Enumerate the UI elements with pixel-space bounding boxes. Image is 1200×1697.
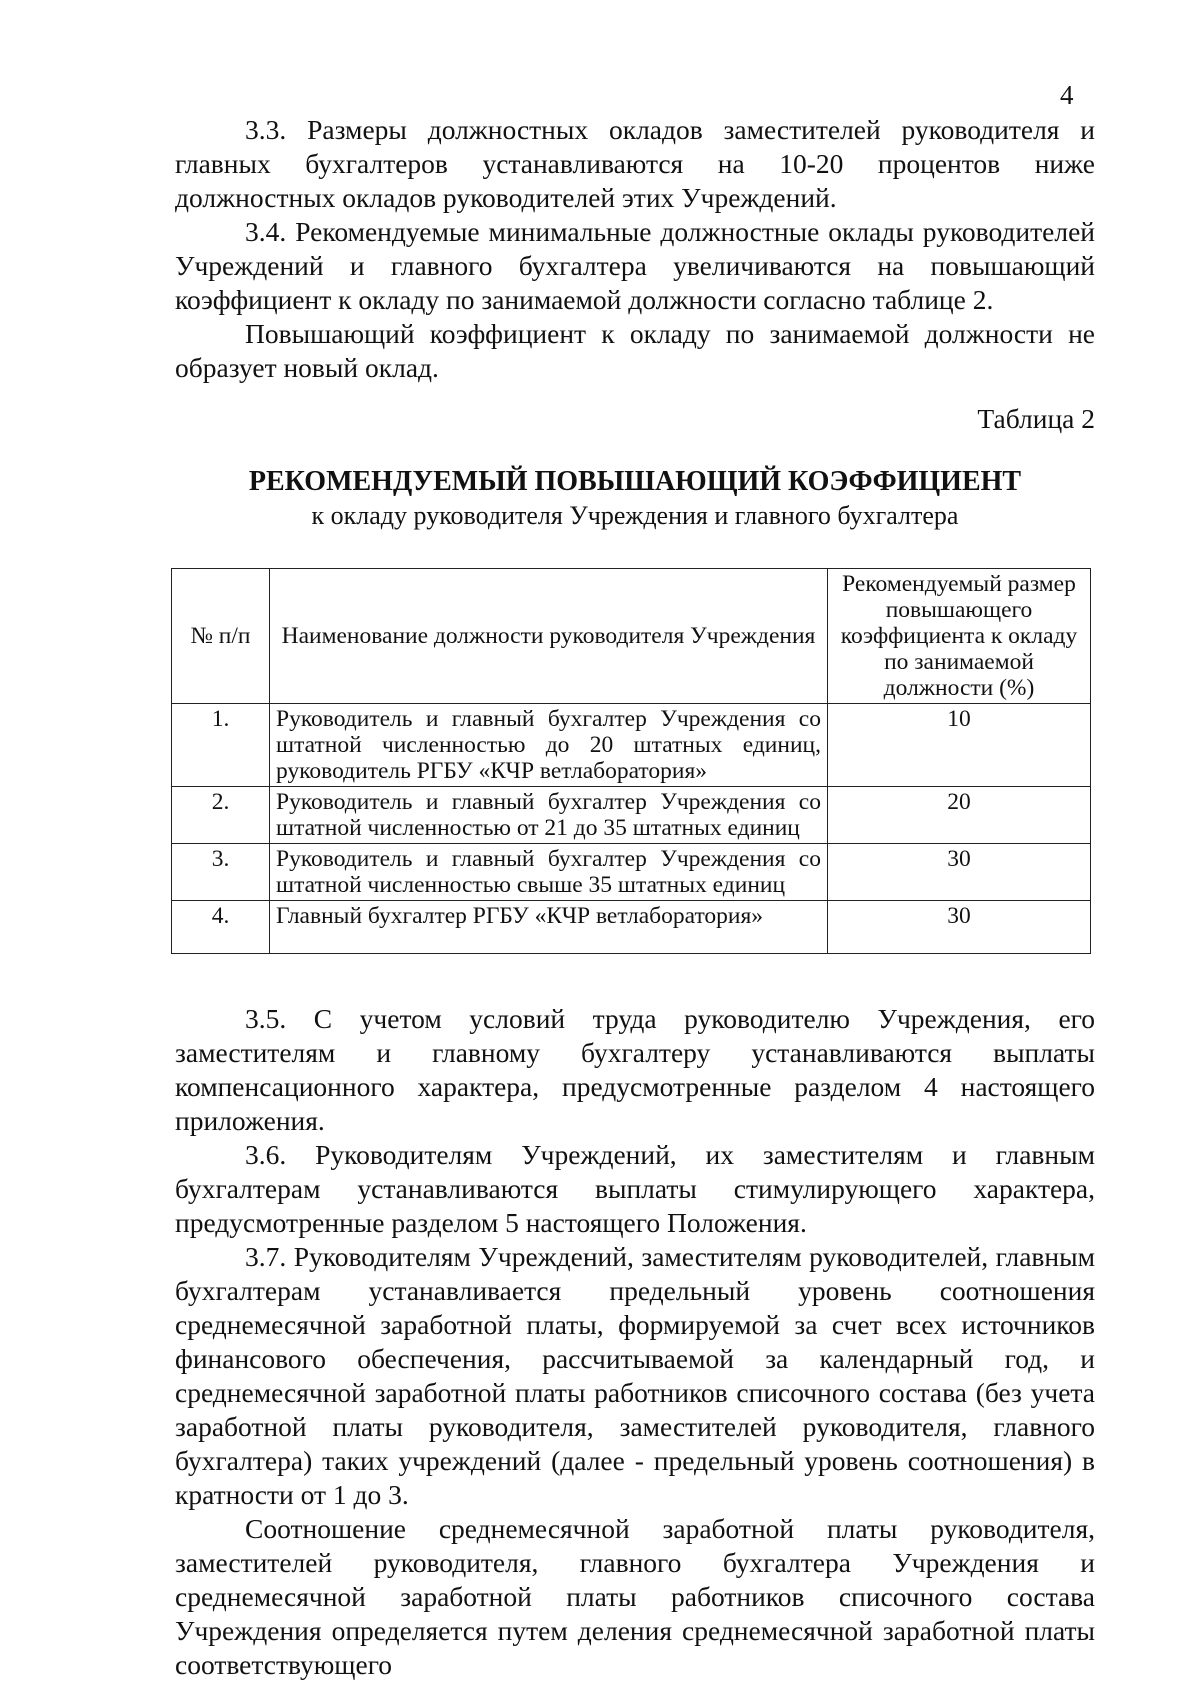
paragraph-3-4: 3.4. Рекомендуемые минимальные должностные оклады руководителей Учреждений и главного бухгалтера увеличиваются на повышающий коэффициент к окладу по занимаемой должности согласно таблице 2. bbox=[175, 216, 1095, 315]
closing-text bbox=[175, 1002, 1095, 1682]
row-coefficient: 20 bbox=[828, 787, 1091, 844]
row-num: 2. bbox=[172, 787, 270, 844]
paragraph-3-3: 3.3. Размеры должностных окладов заместителей руководителя и главных бухгалтеров устанавливаются на 10-20 процентов ниже должностных окладов руководителей этих Учреждений. bbox=[175, 114, 1095, 213]
header-coefficient: Рекомендуемый размер повышающего коэффициента к окладу по занимаемой должности (%) bbox=[828, 569, 1091, 704]
row-coefficient: 30 bbox=[828, 844, 1091, 901]
paragraph-coefficient-note: Повышающий коэффициент к окладу по занимаемой должности не образует новый оклад. bbox=[175, 318, 1095, 383]
row-coefficient: 30 bbox=[828, 901, 1091, 954]
row-position-name: Руководитель и главный бухгалтер Учреждения со штатной численностью свыше 35 штатных единиц bbox=[270, 844, 828, 901]
row-num: 1. bbox=[172, 704, 270, 787]
table-row bbox=[172, 704, 1091, 787]
row-position-name: Руководитель и главный бухгалтер Учреждения со штатной численностью от 21 до 35 штатных единиц bbox=[270, 787, 828, 844]
table-row bbox=[172, 787, 1091, 844]
header-position-name: Наименование должности руководителя Учреждения bbox=[270, 569, 828, 704]
paragraph-3-5: 3.5. С учетом условий труда руководителю Учреждения, его заместителям и главному бухгалтеру устанавливаются выплаты компенсационного характера, предусмотренные разделом 4 настоящего приложения. bbox=[175, 1003, 1095, 1136]
row-position-name: Главный бухгалтер РГБУ «КЧР ветлаборатория» bbox=[270, 901, 828, 954]
header-num: № п/п bbox=[172, 569, 270, 704]
intro-text bbox=[175, 113, 1095, 385]
row-num: 3. bbox=[172, 844, 270, 901]
table-title: РЕКОМЕНДУЕМЫЙ ПОВЫШАЮЩИЙ КОЭФФИЦИЕНТ bbox=[248, 466, 1022, 497]
table-subtitle: к окладу руководителя Учреждения и главного бухгалтера bbox=[311, 501, 959, 530]
row-num: 4. bbox=[172, 901, 270, 954]
paragraph-3-7: 3.7. Руководителям Учреждений, заместителям руководителей, главным бухгалтерам устанавливается предельный уровень соотношения среднемесячной заработной платы, формируемой за счет всех источников финансового обеспечения, рассчитываемой за календарный год, и среднемесячной заработной платы работников списочного состава (без учета заработной платы руководителя, заместителей руководителя, главного бухгалтера) таких учреждений (далее - предельный уровень соотношения) в кратности от 1 до 3. bbox=[175, 1241, 1095, 1510]
table-caption: Таблица 2 bbox=[977, 403, 1095, 434]
table-header-row bbox=[172, 569, 1091, 704]
row-position-name: Руководитель и главный бухгалтер Учреждения со штатной численностью до 20 штатных единиц, руководитель РГБУ «КЧР ветлаборатория» bbox=[270, 704, 828, 787]
page-number: 4 bbox=[1060, 80, 1074, 110]
coefficient-table bbox=[171, 568, 1091, 954]
paragraph-3-6: 3.6. Руководителям Учреждений, их заместителям и главным бухгалтерам устанавливаются выплаты стимулирующего характера, предусмотренные разделом 5 настоящего Положения. bbox=[175, 1139, 1095, 1238]
table-row bbox=[172, 901, 1091, 954]
paragraph-ratio: Соотношение среднемесячной заработной платы руководителя, заместителей руководителя, главного бухгалтера Учреждения и среднемесячной заработной платы работников списочного состава Учреждения определяется путем деления среднемесячной заработной платы соответствующего bbox=[175, 1513, 1095, 1680]
row-coefficient: 10 bbox=[828, 704, 1091, 787]
table-row bbox=[172, 844, 1091, 901]
